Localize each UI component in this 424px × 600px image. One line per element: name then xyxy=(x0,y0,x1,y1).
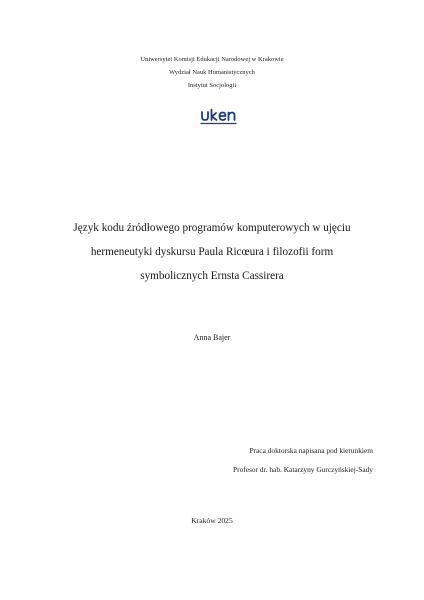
institute-name: Instytut Socjologii xyxy=(187,82,237,89)
thesis-title-line-1: Język kodu źródłowego programów komputerowych w ujęciu xyxy=(73,222,351,234)
place-and-year: Kraków 2025 xyxy=(191,516,233,525)
faculty-name: Wydział Nauk Humanistycznych xyxy=(169,69,255,76)
supervisor-name: Profesor dr. hab. Katarzyny Gurczyńskiej-Sady xyxy=(233,465,373,474)
thesis-title-line-2: hermeneutyki dyskursu Paula Ricœura i filozofii form xyxy=(90,246,334,258)
university-name: Uniwersytet Komisji Edukacji Narodowej w Krakowie xyxy=(140,56,284,63)
thesis-title-line-3: symbolicznych Ernsta Cassirera xyxy=(140,270,284,282)
supervision-note: Praca doktorska napisana pod kierunkiem xyxy=(249,446,373,455)
uken-logo xyxy=(199,108,241,126)
author-name: Anna Bajer xyxy=(193,333,231,342)
